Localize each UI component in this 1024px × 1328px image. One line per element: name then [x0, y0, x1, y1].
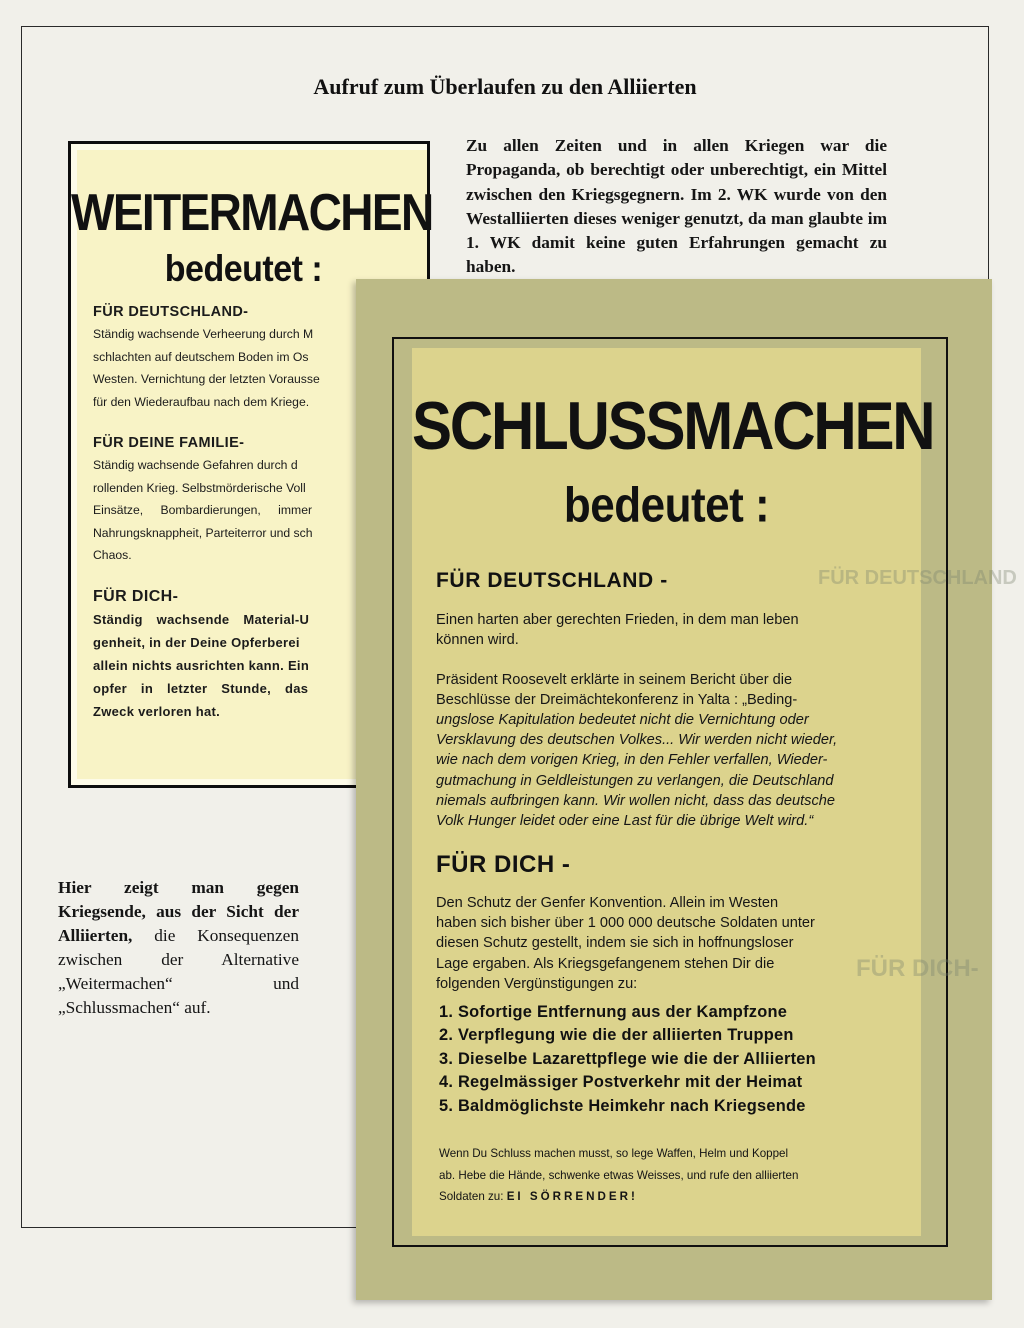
caption-rest: die Konsequenzen zwischen der Alternative „Weitermachen“ und „Schlussmachen“ auf.	[58, 926, 299, 1017]
list-item: 4. Regelmässiger Postverkehr mit der Heimat	[439, 1073, 803, 1092]
benefits-list	[439, 1001, 911, 1118]
text-line: diesen Schutz gestellt, indem sie sich in hoffnungsloser	[436, 935, 794, 952]
leaflet2-subheadline: bedeutet :	[563, 478, 770, 533]
list-item: 1. Sofortige Entfernung aus der Kampfzone	[439, 1003, 788, 1021]
leaflet2-quote	[436, 710, 910, 831]
section-line: schlachten auf deutschem Boden im Os	[93, 349, 309, 364]
bleed-through-text: FÜR DEUTSCHLAND	[818, 567, 1017, 589]
text-line: haben sich bisher über 1 000 000 deutsche Soldaten unter	[436, 915, 815, 932]
section-line: Ständig wachsende Gefahren durch d	[93, 458, 298, 472]
section-heading: FÜR DICH-	[93, 588, 179, 605]
text-line: niemals aufbringen kann. Wir wollen nicht, dass das deutsche	[436, 792, 835, 809]
section-line: Westen. Vernichtung der letzten Vorausse	[93, 372, 320, 387]
section-line: Nahrungsknappheit, Parteiterror und sch	[93, 525, 313, 540]
leaflet2-section2-text	[436, 893, 910, 994]
section-line: rollenden Krieg. Selbstmörderische Voll	[93, 480, 306, 495]
page-title: Aufruf zum Überlaufen zu den Alliierten	[313, 74, 697, 99]
leaflet1-headline: WEITERMACHEN	[71, 183, 433, 242]
section-line: opfer in letzter Stunde, das	[93, 681, 309, 696]
intro-paragraph: Zu allen Zeiten und in allen Kriegen war die Propaganda, ob berechtigt oder unberechtigt, ein Mittel zwischen den Kriegsgegnern. Im 2. WK wurde von den Westalliierten dieses weniger genutzt, da man glaubte im 1. WK damit keine guten Erfahrungen gemacht zu haben.	[466, 136, 887, 277]
bleed-through-text: FÜR DICH-	[856, 955, 979, 982]
leaflet2-section1-text	[436, 610, 910, 650]
text-line: Versklavung des deutschen Volkes... Wir werden nicht wieder,	[436, 732, 838, 749]
text-line: Den Schutz der Genfer Konvention. Allein im Westen	[436, 895, 779, 911]
section-heading: FÜR DEINE FAMILIE-	[93, 435, 245, 451]
leaflet1-subheadline: bedeutet :	[164, 248, 323, 290]
caption-bold: Hier zeigt man gegen Kriegsende, aus der Sicht der Alliierten,	[58, 878, 299, 945]
leaflet2-roosevelt-text	[436, 670, 910, 710]
text-line: können wird.	[436, 632, 519, 649]
list-item: 5. Baldmöglichste Heimkehr nach Kriegsende	[439, 1096, 806, 1115]
text-line: Präsident Roosevelt erklärte in seinem Bericht über die	[436, 672, 793, 688]
text-line: ungslose Kapitulation bedeutet nicht die Vernichtung oder	[436, 712, 809, 728]
text-line: ab. Hebe die Hände, schwenke etwas Weisses, und rufe den alliierten	[439, 1168, 799, 1182]
section-line: für den Wiederaufbau nach dem Kriege.	[93, 394, 310, 409]
section-line: Zweck verloren hat.	[93, 704, 221, 719]
text-line: gutmachung in Geldleistungen zu verlangen, die Deutschland	[436, 772, 834, 789]
text-line: folgenden Vergünstigungen zu:	[436, 975, 638, 992]
text-line: Einen harten aber gerechten Frieden, in dem man leben	[436, 612, 799, 628]
section-line: Chaos.	[93, 548, 132, 563]
text-line: Volk Hunger leidet oder eine Last für die übrige Welt wird.“	[436, 813, 814, 830]
caption-paragraph	[58, 876, 299, 1020]
section-line: Einsätze, Bombardierungen, immer	[93, 503, 313, 518]
text-line: Lage ergaben. Als Kriegsgefangenem stehen Dir die	[436, 955, 775, 972]
section-line: genheit, in der Deine Opferberei	[93, 635, 300, 650]
section-line: allein nichts ausrichten kann. Ein	[93, 658, 310, 673]
leaflet2-section-deutschland-heading: FÜR DEUTSCHLAND -	[436, 569, 668, 592]
leaflet2-footer	[439, 1143, 914, 1208]
leaflet2-section-dich-heading: FÜR DICH -	[436, 851, 571, 878]
text-line: Wenn Du Schluss machen musst, so lege Waffen, Helm und Koppel	[439, 1147, 789, 1160]
text-line	[439, 1186, 914, 1208]
list-item: 3. Dieselbe Lazarettpflege wie die der Alliierten	[439, 1049, 816, 1068]
surrender-phrase: EI SÖRRENDER!	[506, 1190, 638, 1203]
section-line: Ständig wachsende Material-U	[93, 612, 310, 627]
section-line: Ständig wachsende Verheerung durch M	[93, 327, 314, 341]
leaflet2-headline: SCHLUSSMACHEN	[412, 388, 934, 464]
footer-prefix: Soldaten zu:	[439, 1190, 504, 1203]
section-heading: FÜR DEUTSCHLAND-	[93, 304, 249, 320]
leaflet-schlussmachen	[356, 279, 1017, 1300]
text-line: wie nach dem vorigen Krieg, in den Fehler verfallen, Wieder-	[436, 752, 828, 769]
text-line: Beschlüsse der Dreimächtekonferenz in Yalta : „Beding-	[436, 692, 798, 709]
list-item: 2. Verpflegung wie die der alliierten Truppen	[439, 1026, 794, 1045]
